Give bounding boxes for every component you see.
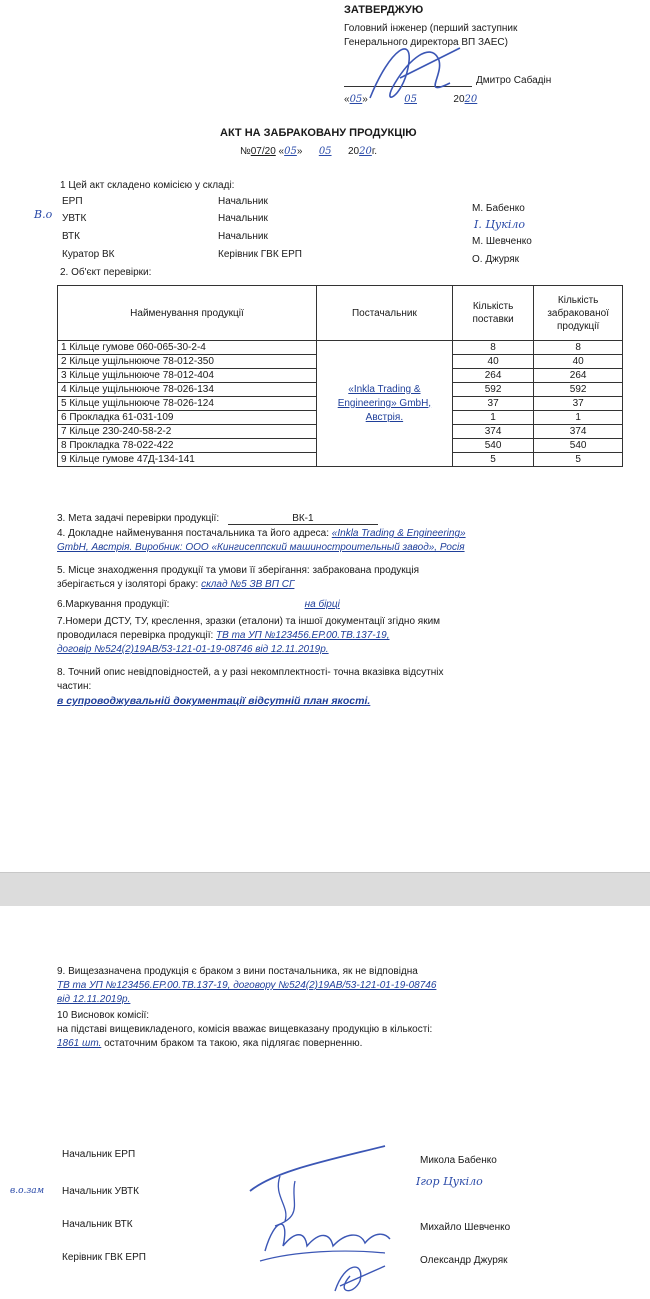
supplier-cell: «Inkla Trading & Engineering» GmbH, Австрія.	[316, 341, 452, 467]
row-quantity: 37	[452, 397, 533, 411]
row-rejected: 40	[534, 355, 623, 369]
row-quantity: 264	[452, 369, 533, 383]
section-5-label-1: 5. Місце знаходження продукції та умови її зберігання: забракована продукція	[57, 565, 420, 576]
row-quantity: 1	[452, 411, 533, 425]
act-day: 05	[284, 146, 297, 157]
commission-org-2: УВТК	[62, 213, 87, 224]
column-header-supplier: Постачальник	[316, 286, 452, 341]
row-rejected: 592	[534, 383, 623, 397]
row-quantity: 8	[452, 341, 533, 355]
signatory-name-2: Ігор Цукіло	[416, 1175, 483, 1188]
section-6	[57, 598, 627, 612]
act-year-suffix: 20	[359, 146, 372, 157]
row-name: 4 Кільце ущільнююче 78-026-134	[58, 383, 317, 397]
section-7-label-2: проводилася перевірка продукції:	[57, 630, 214, 641]
approval-date-day: 05	[349, 94, 363, 105]
table-header-row	[58, 286, 623, 341]
object-heading: 2. Об'єкт перевірки:	[60, 267, 152, 278]
row-rejected: 264	[534, 369, 623, 383]
act-number: 07/20	[250, 146, 276, 157]
section-7-value-1: ТВ та УП №123456.ЕР.00.ТВ.137-19,	[216, 630, 390, 641]
commission-org-4: Куратор ВК	[62, 249, 115, 260]
row-name: 9 Кільце гумове 47Д-134-141	[58, 453, 317, 467]
signatory-title-3: Начальник ВТК	[62, 1219, 133, 1230]
row-rejected: 5	[534, 453, 623, 467]
section-4-value-2: GmbH, Австрія. Виробник: ООО «Кингисеппский машиностроительный завод», Росія	[57, 542, 465, 553]
section-5-value: склад №5 ЗВ ВП СГ	[201, 579, 295, 590]
section-8-label-2: частин:	[57, 681, 92, 692]
section-7-label-1: 7.Номери ДСТУ, ТУ, креслення, зразки (еталони) та іншої документації згідно яким	[57, 616, 441, 627]
approval-year-prefix: 20	[453, 94, 465, 105]
commission-role-3: Начальник	[218, 231, 268, 242]
table-row	[58, 341, 623, 355]
approval-line-2: Генерального директора ВП ЗАЕС)	[344, 37, 508, 48]
commission-org-3: ВТК	[62, 231, 80, 242]
row-rejected: 8	[534, 341, 623, 355]
section-4	[57, 527, 627, 555]
row-quantity: 540	[452, 439, 533, 453]
commission-name-1: М. Бабенко	[472, 203, 525, 214]
section-6-value: на бірці	[304, 599, 340, 610]
commission-signatures	[235, 1121, 405, 1299]
signatory-title-4: Керівник ГВК ЕРП	[62, 1252, 146, 1263]
signatory-name-1: Микола Бабенко	[420, 1155, 497, 1166]
section-9	[57, 965, 627, 1007]
section-5	[57, 564, 627, 592]
commission-name-2: І. Цукіло	[474, 218, 526, 231]
approval-title: ЗАТВЕРДЖУЮ	[344, 4, 424, 16]
row-rejected: 540	[534, 439, 623, 453]
section-9-value-1: ТВ та УП №123456.ЕР.00.ТВ.137-19, договору №524(2)19АВ/53-121-01-19-08746	[57, 980, 437, 991]
section-8-value: в супроводжувальній документації відсутній план якості.	[57, 695, 371, 707]
signatory-name-3: Михайло Шевченко	[420, 1222, 511, 1233]
approval-signature	[360, 28, 470, 113]
section-8-label-1: 8. Точний опис невідповідностей, а у разі некомплектності- точна вказівка відсутніх	[57, 667, 444, 678]
column-header-quantity: Кількість поставки	[452, 286, 533, 341]
section-5-label-2: зберігається у ізоляторі браку:	[57, 579, 199, 590]
row-quantity: 40	[452, 355, 533, 369]
act-month: 05	[318, 146, 332, 157]
commission-heading: 1 Цей акт складено комісією у складі:	[60, 180, 235, 191]
signatory-name-4: Олександр Джуряк	[420, 1255, 508, 1266]
section-4-label: 4. Докладне найменування постачальника та його адреса:	[57, 528, 330, 539]
row-name: 7 Кільце 230-240-58-2-2	[58, 425, 317, 439]
column-header-rejected: Кількість забракованої продукції	[534, 286, 623, 341]
section-3-value: ВК-1	[228, 513, 378, 525]
document-page-2	[0, 906, 650, 1299]
signatory-title-1: Начальник ЕРП	[62, 1149, 136, 1160]
section-3	[57, 513, 378, 525]
section-3-label: 3. Мета задачі перевірки продукції:	[57, 513, 220, 524]
approval-name: Дмитро Сабадін	[476, 75, 552, 86]
section-10-label: 10 Висновок комісії:	[57, 1010, 150, 1021]
section-4-value-1: «Inkla Trading & Engineering»	[331, 528, 466, 539]
row-quantity: 374	[452, 425, 533, 439]
page-separator	[0, 872, 650, 908]
row-name: 6 Прокладка 61-031-109	[58, 411, 317, 425]
commission-name-3: М. Шевченко	[472, 236, 532, 247]
commission-org-1: ЕРП	[62, 196, 83, 207]
commission-role-4: Керівник ГВК ЕРП	[218, 249, 302, 260]
row-name: 8 Прокладка 78-022-422	[58, 439, 317, 453]
row-name: 3 Кільце ущільнююче 78-012-404	[58, 369, 317, 383]
section-10-text-1: на підставі вищевикладеного, комісія вважає вищевказану продукцію в кількості:	[57, 1024, 433, 1035]
act-number-line: №07/20 «05» 05 2020г.	[240, 146, 378, 157]
approval-date: «05» 05 2020	[344, 94, 478, 105]
approval-date-month: 05	[404, 94, 417, 105]
product-table	[57, 285, 623, 467]
section-10-quantity: 1861 шт.	[57, 1038, 102, 1049]
section-7-value-2: договір №524(2)19АВ/53-121-01-19-08746 від 12.11.2019р.	[57, 644, 329, 655]
signatory-title-2: Начальник УВТК	[62, 1186, 139, 1197]
section-6-label: 6.Маркування продукції:	[57, 599, 170, 610]
section-10	[57, 1009, 627, 1051]
row-rejected: 1	[534, 411, 623, 425]
row-quantity: 592	[452, 383, 533, 397]
row-rejected: 374	[534, 425, 623, 439]
row-name: 1 Кільце гумове 060-065-30-2-4	[58, 341, 317, 355]
section-7	[57, 615, 627, 657]
commission-role-2: Начальник	[218, 213, 268, 224]
row-name: 5 Кільце ущільнююче 78-026-124	[58, 397, 317, 411]
column-header-name: Найменування продукції	[58, 286, 317, 341]
row-rejected: 37	[534, 397, 623, 411]
section-9-label: 9. Вищезазначена продукція є браком з вини постачальника, як не відповідна	[57, 966, 418, 977]
section-8	[57, 666, 627, 709]
section-9-value-2: від 12.11.2019р.	[57, 994, 131, 1005]
approval-year-suffix: 20	[464, 94, 478, 105]
commission-acting-mark: В.о	[34, 208, 53, 221]
signatory-acting-mark: в.о.зам	[10, 1186, 45, 1196]
commission-name-4: О. Джуряк	[472, 254, 520, 265]
commission-role-1: Начальник	[218, 196, 268, 207]
section-10-text-2: остаточним браком та такою, яка підлягає поверненню.	[104, 1038, 363, 1049]
row-quantity: 5	[452, 453, 533, 467]
act-title: АКТ НА ЗАБРАКОВАНУ ПРОДУКЦІЮ	[220, 127, 417, 139]
row-name: 2 Кільце ущільнююче 78-012-350	[58, 355, 317, 369]
approval-line-1: Головний інженер (перший заступник	[344, 23, 518, 34]
